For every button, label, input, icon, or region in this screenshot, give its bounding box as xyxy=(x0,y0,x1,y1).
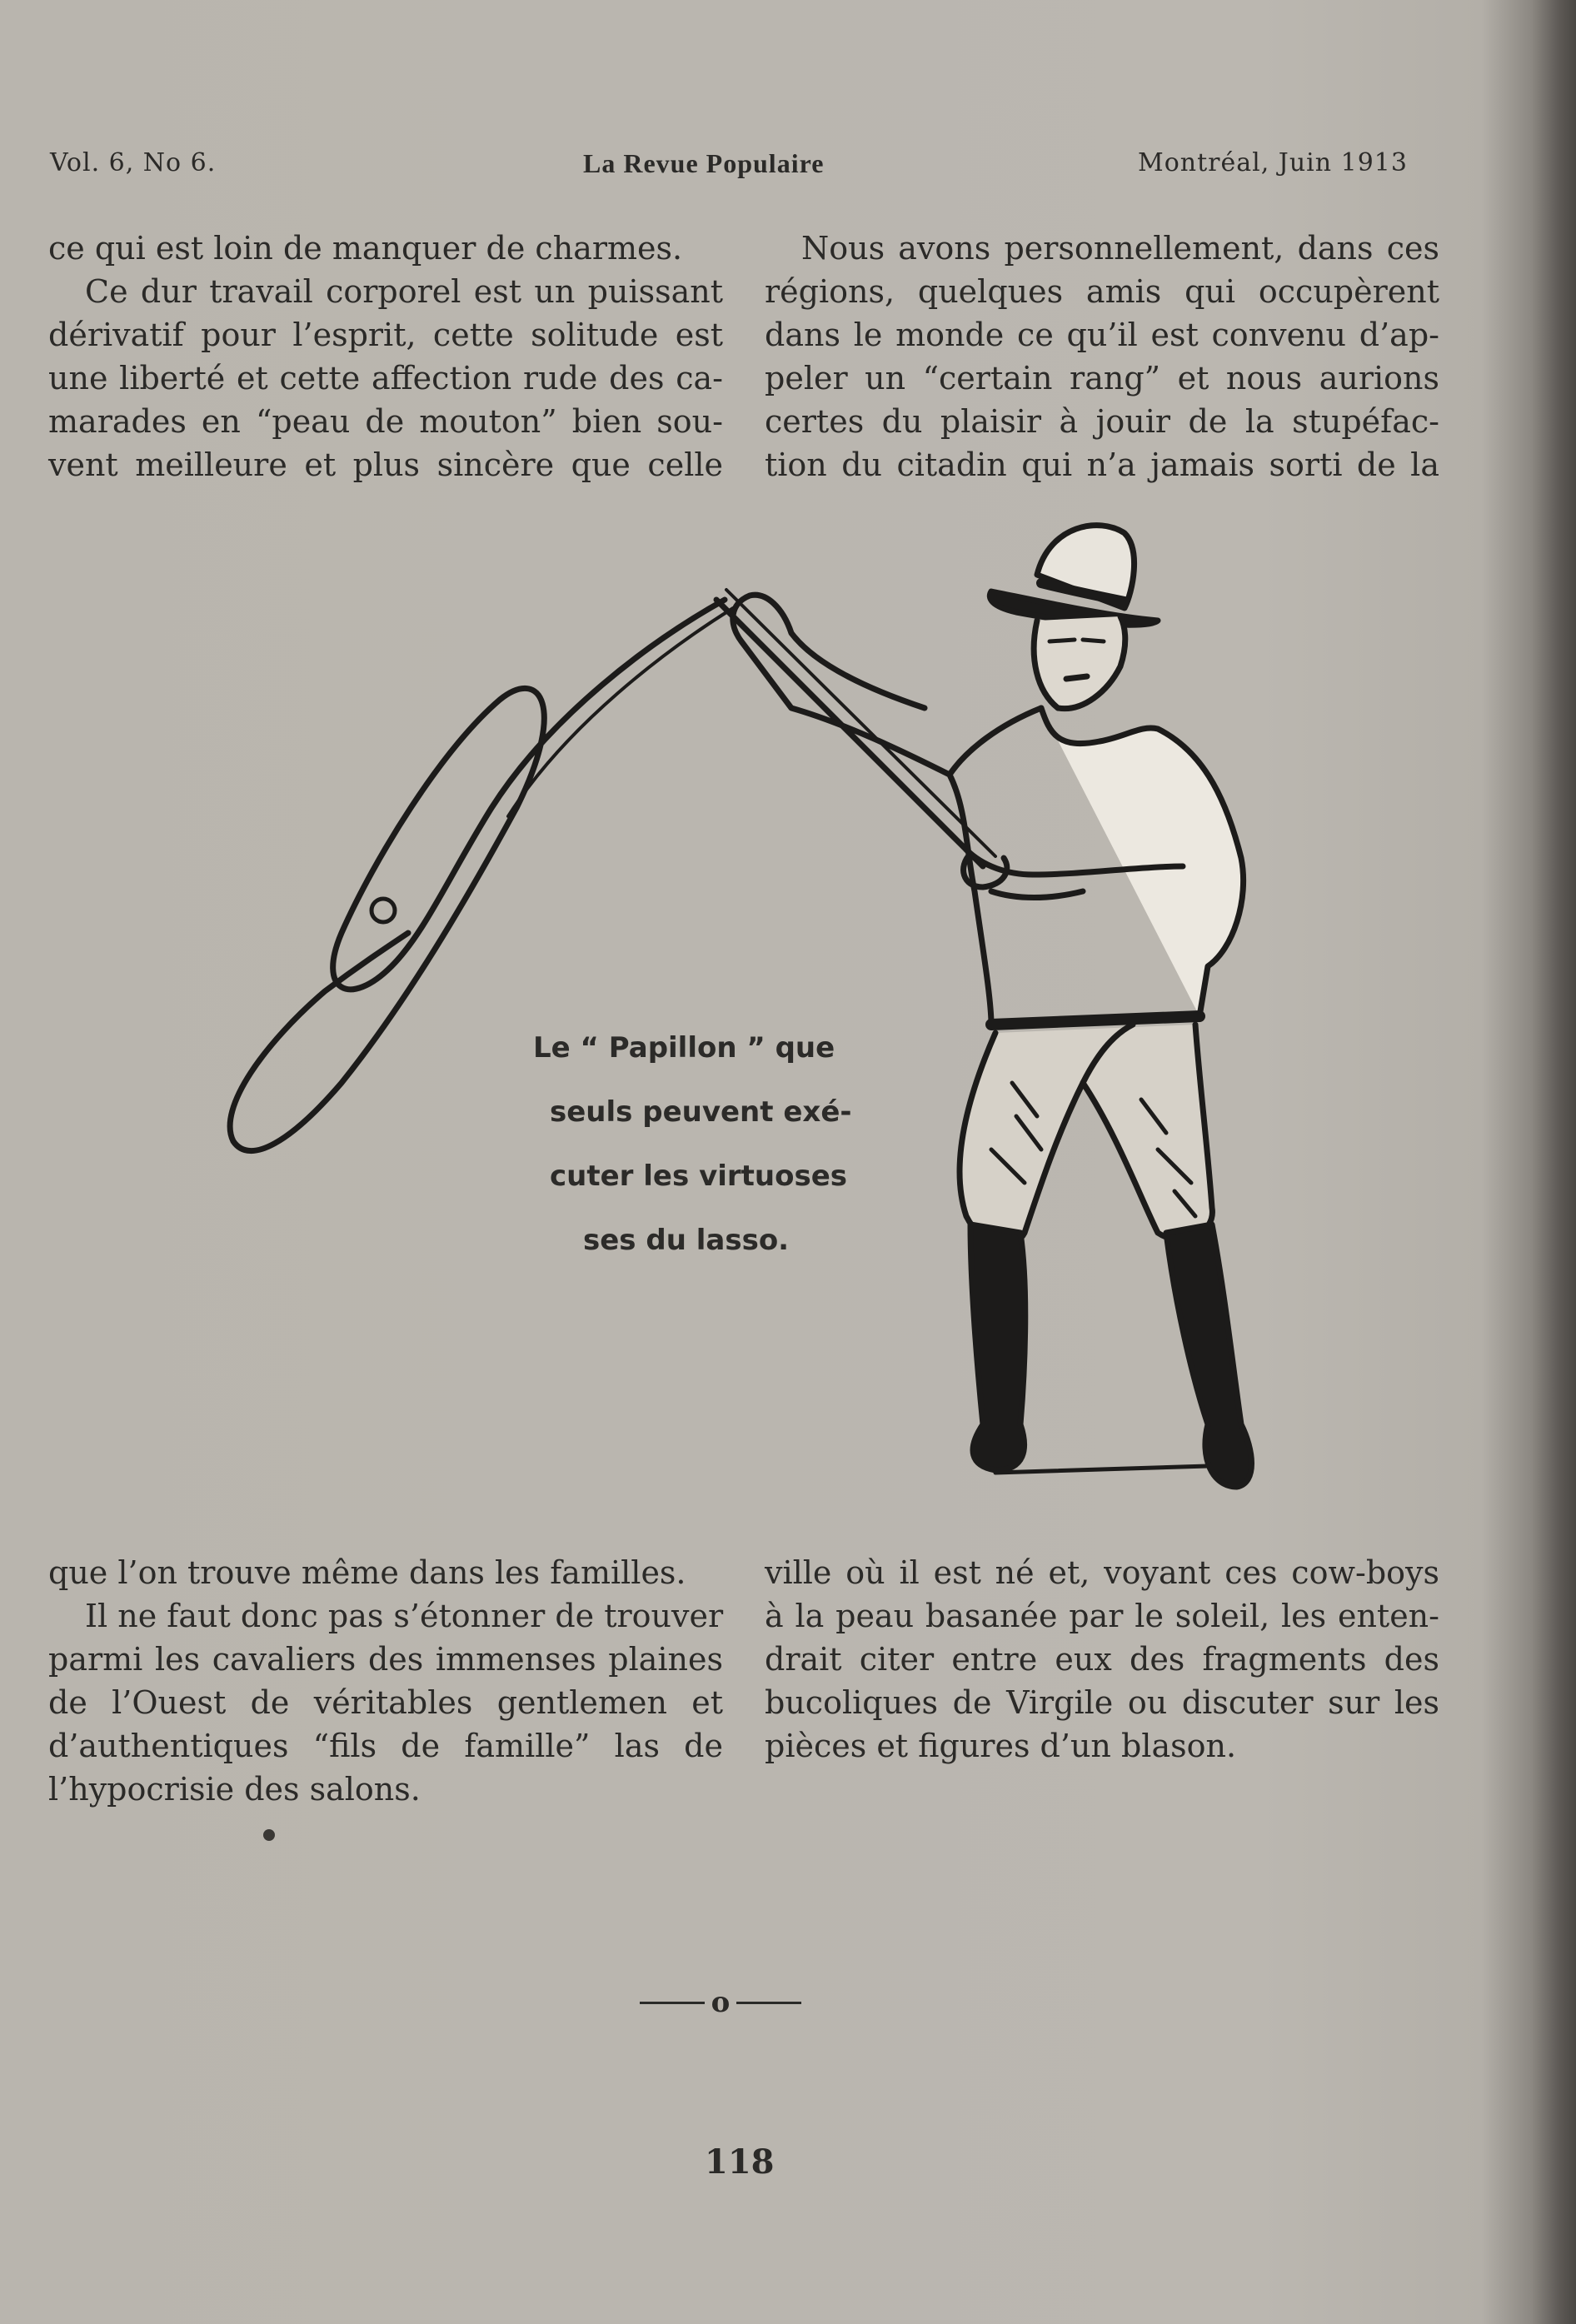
text-line: l’hypocrisie des salons. xyxy=(48,1771,421,1808)
separator-rule xyxy=(736,2002,801,2004)
header-volume: Vol. 6, No 6. xyxy=(50,148,217,177)
text-line: une liberté et cette affection rude des ca- xyxy=(48,360,723,396)
text-line: vent meilleure et plus sincère que celle xyxy=(48,446,723,483)
header-place-date: Montréal, Juin 1913 xyxy=(1138,148,1408,177)
column-bottom-right xyxy=(765,1551,1439,1768)
caption-line: ses du lasso. xyxy=(583,1224,790,1257)
caption-line: cuter les virtuoses xyxy=(550,1160,847,1193)
text-line: régions, quelques amis qui occupèrent xyxy=(765,273,1439,310)
text-line: Ce dur travail corporel est un puissant xyxy=(85,273,723,310)
text-line: pièces et figures d’un blason. xyxy=(765,1728,1237,1764)
text-line: de l’Ouest de véritables gentlemen et xyxy=(48,1684,723,1721)
text-line: certes du plaisir à jouir de la stupéfac- xyxy=(765,403,1439,440)
header-journal-title: La Revue Populaire xyxy=(583,148,825,178)
separator-rule xyxy=(640,2002,705,2004)
text-line: peler un “certain rang” et nous aurions xyxy=(765,360,1439,396)
text-line: dérivatif pour l’esprit, cette solitude est xyxy=(48,317,723,353)
book-spine xyxy=(1533,0,1576,2324)
text-line: drait citer entre eux des fragments des xyxy=(765,1641,1439,1678)
text-line: que l’on trouve même dans les familles. xyxy=(48,1554,686,1591)
caption-line: seuls peuvent exé- xyxy=(550,1095,852,1129)
column-top-left xyxy=(48,227,723,486)
text-line: dans le monde ce qu’il est convenu d’ap- xyxy=(765,317,1439,353)
text-line: tion du citadin qui n’a jamais sorti de la xyxy=(765,446,1439,483)
text-line: parmi les cavaliers des immenses plaines xyxy=(48,1641,723,1678)
ink-speck xyxy=(263,1829,275,1841)
caption-line: Le “ Papillon ” que xyxy=(533,1031,835,1065)
text-line: marades en “peau de mouton” bien sou- xyxy=(48,403,723,440)
text-line: Nous avons personnellement, dans ces xyxy=(801,230,1439,267)
text-line: d’authentiques “fils de famille” las de xyxy=(48,1728,723,1764)
text-line: à la peau basanée par le soleil, les enten- xyxy=(765,1598,1439,1634)
section-separator xyxy=(633,1986,808,2019)
text-line: ce qui est loin de manquer de charmes. xyxy=(48,230,683,267)
page-number: 118 xyxy=(705,2142,775,2182)
column-bottom-left xyxy=(48,1551,723,1811)
text-line: ville où il est né et, voyant ces cow-boys xyxy=(765,1554,1439,1591)
column-top-right xyxy=(765,227,1439,486)
separator-mark: o xyxy=(711,1986,731,2019)
text-line: bucoliques de Virgile ou discuter sur les xyxy=(765,1684,1439,1721)
illustration-caption xyxy=(533,1016,883,1273)
text-line: Il ne faut donc pas s’étonner de trouver xyxy=(85,1598,724,1634)
